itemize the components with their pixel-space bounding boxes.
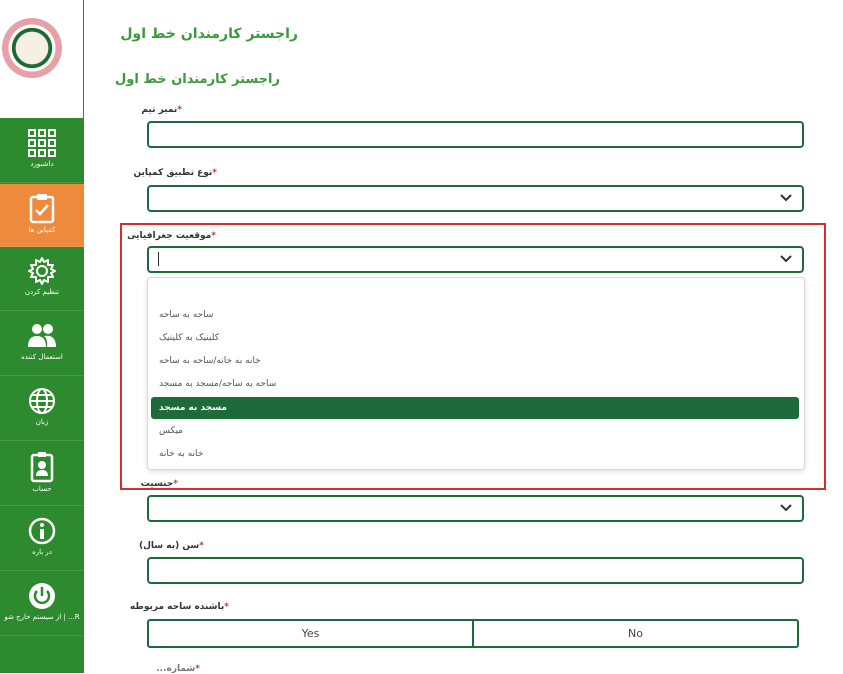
gender-label bbox=[141, 479, 181, 489]
dropdown-option[interactable]: خانه به خانه bbox=[159, 449, 204, 459]
location-select[interactable] bbox=[147, 246, 804, 273]
form-title: راجستر کارمندان خط اول bbox=[115, 72, 280, 87]
required-mark: * bbox=[211, 231, 216, 241]
users-icon bbox=[26, 321, 58, 351]
sidebar-item-campaigns[interactable] bbox=[0, 184, 84, 247]
chevron-down-icon bbox=[780, 254, 792, 264]
sidebar-item-dashboard[interactable] bbox=[0, 120, 84, 183]
dropdown-option[interactable]: کلینیک به کلینیک bbox=[159, 333, 219, 343]
organization-logo bbox=[2, 18, 62, 78]
label-text: نوع تطبیق کمپاین bbox=[133, 168, 213, 178]
label-text: شماره... bbox=[156, 664, 196, 674]
location-dropdown-list bbox=[147, 277, 805, 470]
sidebar-item-label: کمپاین ها bbox=[28, 226, 56, 234]
clipboard-check-icon bbox=[27, 192, 57, 224]
required-mark: * bbox=[199, 541, 204, 551]
dropdown-option[interactable]: ساحه به ساحه bbox=[159, 310, 214, 320]
required-mark: * bbox=[224, 602, 229, 612]
sidebar-item-account[interactable] bbox=[0, 443, 84, 506]
team-number-label bbox=[141, 105, 185, 115]
campaign-type-select[interactable] bbox=[147, 185, 804, 212]
text-cursor bbox=[158, 252, 159, 266]
sidebar bbox=[0, 0, 84, 673]
age-label bbox=[139, 541, 207, 551]
age-input[interactable] bbox=[147, 557, 804, 584]
dropdown-option[interactable]: خانه به خانه/ساحه به ساحه bbox=[159, 356, 261, 366]
dropdown-option-selected[interactable]: مسجد به مسجد bbox=[151, 397, 799, 419]
sidebar-item-label: تنظیم کردن bbox=[24, 288, 60, 296]
sidebar-item-label: داشبورد bbox=[30, 160, 54, 168]
label-text: باشنده ساحه مربوطه bbox=[129, 602, 225, 612]
sidebar-item-label: زبان bbox=[35, 418, 49, 426]
sidebar-item-label: استعمال کننده bbox=[21, 353, 63, 361]
label-text: موقعیت جغرافیایی bbox=[127, 231, 212, 241]
chevron-down-icon bbox=[780, 503, 792, 513]
resident-toggle bbox=[147, 619, 799, 648]
required-mark: * bbox=[195, 664, 200, 674]
yes-button[interactable]: Yes bbox=[301, 627, 320, 640]
dropdown-option[interactable] bbox=[151, 281, 799, 303]
required-mark: * bbox=[177, 105, 182, 115]
id-badge-icon bbox=[27, 451, 57, 483]
info-icon bbox=[27, 516, 57, 546]
no-button[interactable]: No bbox=[472, 621, 797, 646]
required-mark: * bbox=[173, 479, 178, 489]
location-label bbox=[127, 231, 219, 241]
page-title: راجستر کارمندان خط اول bbox=[120, 26, 298, 42]
team-number-input[interactable] bbox=[147, 121, 804, 148]
sidebar-item-label: در باره bbox=[32, 548, 52, 556]
dropdown-option[interactable]: میکس bbox=[159, 426, 183, 436]
sidebar-item-logout[interactable] bbox=[0, 573, 84, 636]
sidebar-item-language[interactable] bbox=[0, 378, 84, 441]
gender-select[interactable] bbox=[147, 495, 804, 522]
sidebar-item-users[interactable] bbox=[0, 313, 84, 376]
chevron-down-icon bbox=[780, 193, 792, 203]
required-mark: * bbox=[212, 168, 217, 178]
sidebar-item-label: حساب bbox=[32, 485, 52, 493]
label-text: جنسیت bbox=[140, 479, 174, 489]
label-text: نمبر تیم bbox=[141, 105, 178, 115]
dropdown-option[interactable]: ساحه به ساحه/مسجد به مسجد bbox=[159, 379, 277, 389]
resident-label bbox=[130, 602, 232, 612]
power-icon bbox=[27, 581, 57, 611]
gear-icon bbox=[27, 256, 57, 286]
sidebar-item-about[interactable] bbox=[0, 508, 84, 571]
label-text: سن (به سال) bbox=[138, 541, 200, 551]
sidebar-item-settings[interactable] bbox=[0, 248, 84, 311]
grid-icon bbox=[27, 128, 57, 158]
logo-container bbox=[0, 0, 84, 120]
sidebar-item-label: R... | از سیستم خارج شو bbox=[4, 613, 80, 621]
campaign-type-label bbox=[133, 168, 220, 178]
globe-icon bbox=[27, 386, 57, 416]
